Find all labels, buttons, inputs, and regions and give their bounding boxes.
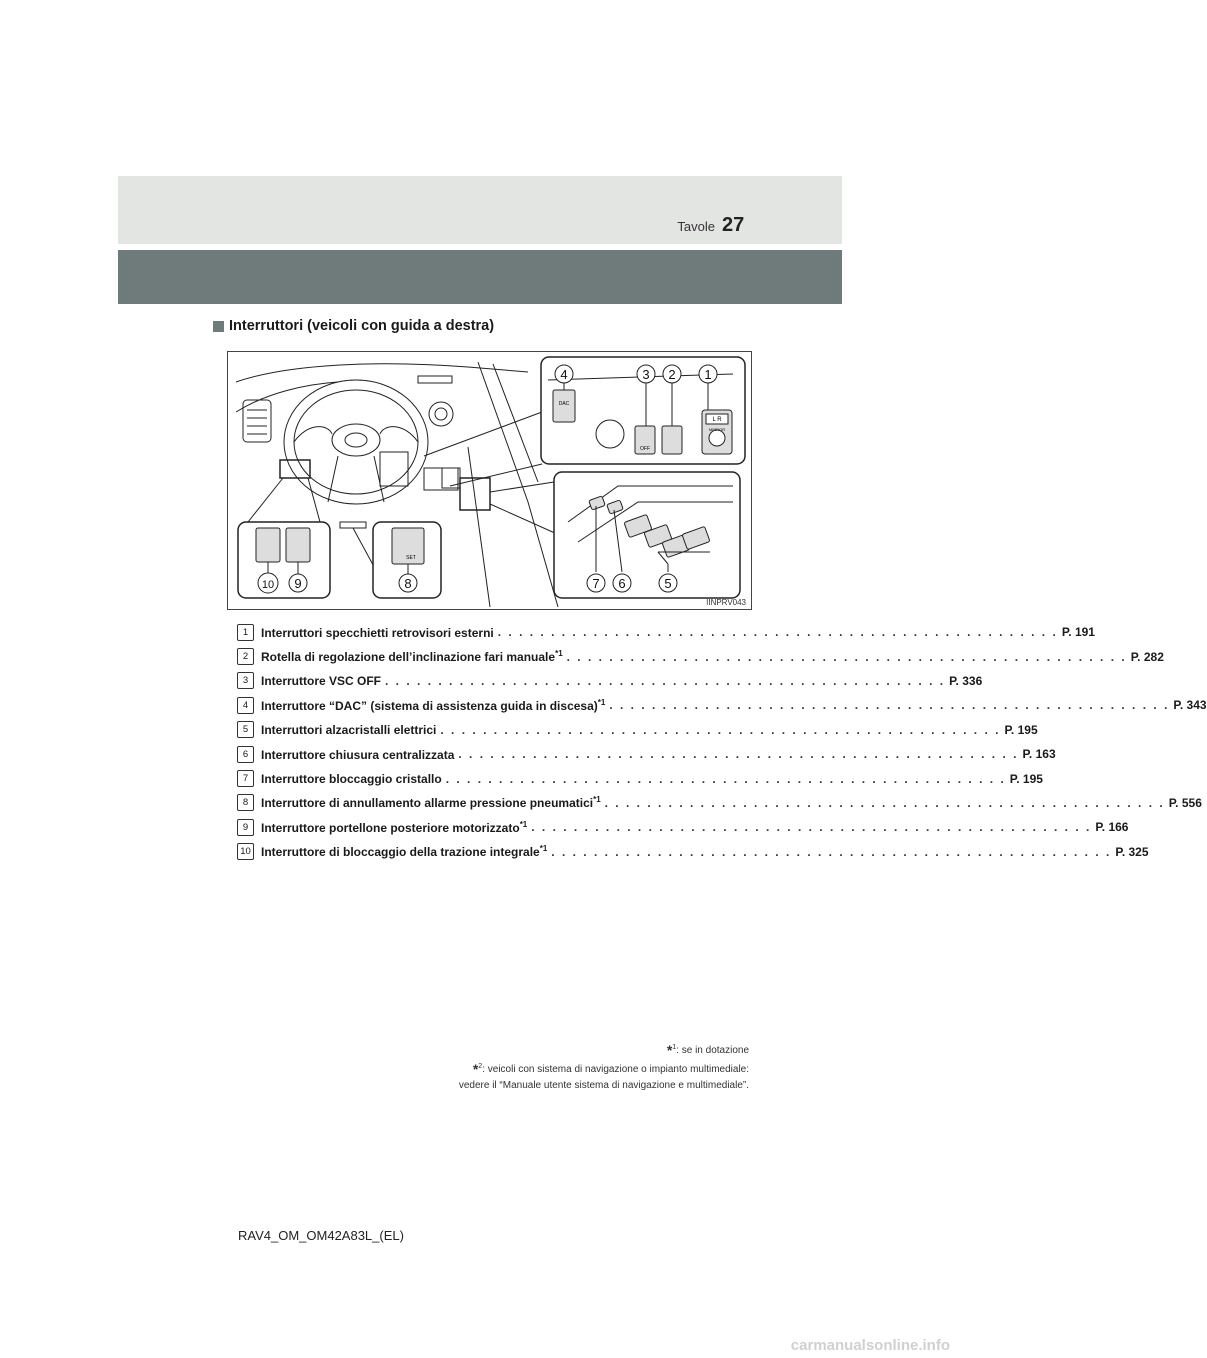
list-item — [237, 620, 1095, 644]
leader-dots: . . . . . . . . . . . . . . . . . . . . . . . . . . . . . . . . . . . . . . . . . . . . . . . . . . . . . — [445, 771, 1006, 786]
list-item — [237, 766, 1043, 790]
item-page-ref[interactable]: P. 195 — [1004, 722, 1038, 737]
item-number: 5 — [237, 721, 254, 738]
page-number: 27 — [722, 214, 745, 236]
footnote-1: *$^1$: se in dotazione — [666, 1042, 749, 1058]
leader-dots: . . . . . . . . . . . . . . . . . . . . . . . . . . . . . . . . . . . . . . . . . . . . . . . . . . . . . — [531, 820, 1092, 835]
item-page-ref[interactable]: P. 195 — [1009, 771, 1043, 786]
footnote-2-continuation: vedere il “Manuale utente sistema di navigazione e multimediale”. — [458, 1080, 749, 1091]
item-page-ref[interactable]: P. 556 — [1168, 795, 1202, 810]
item-number: 7 — [237, 770, 254, 787]
heading-square-icon — [213, 321, 224, 332]
item-label: Interruttore VSC OFF — [261, 674, 382, 689]
list-item — [237, 815, 1129, 839]
callout-10: 10 — [261, 579, 275, 591]
callout-9: 9 — [294, 576, 302, 591]
item-number: 3 — [237, 672, 254, 689]
list-item — [237, 840, 1149, 864]
document-code: RAV4_OM_OM42A83L_(EL) — [238, 1228, 404, 1243]
item-label: Interruttore chiusura centralizzata — [261, 747, 455, 762]
lr-switch-label: L R — [712, 417, 722, 423]
item-label: Interruttore “DAC” (sistema di assistenza guida in discesa)$^{*1}$ — [261, 697, 606, 713]
item-label: Interruttore di annullamento allarme pressione pneumatici$^{*1}$ — [261, 795, 601, 811]
item-label: Interruttori alzacristalli elettrici — [261, 723, 437, 738]
callout-8: 8 — [404, 576, 412, 591]
dac-switch-label: DAC — [558, 401, 570, 407]
section-title: Interruttori (veicoli con guida a destra) — [229, 318, 495, 334]
item-number: 1 — [237, 624, 254, 641]
callout-3: 3 — [642, 367, 650, 382]
leader-dots: . . . . . . . . . . . . . . . . . . . . . . . . . . . . . . . . . . . . . . . . . . . . . . . . . . . . . — [609, 698, 1170, 713]
item-page-ref[interactable]: P. 325 — [1115, 844, 1149, 859]
item-label: Interruttore bloccaggio cristallo — [261, 772, 442, 787]
item-page-ref[interactable]: P. 343 — [1173, 698, 1207, 713]
leader-dots: . . . . . . . . . . . . . . . . . . . . . . . . . . . . . . . . . . . . . . . . . . . . . . . . . . . . . — [440, 722, 1001, 737]
header-dark-band — [118, 250, 842, 304]
item-page-ref[interactable]: P. 191 — [1061, 625, 1095, 640]
leader-dots: . . . . . . . . . . . . . . . . . . . . . . . . . . . . . . . . . . . . . . . . . . . . . . . . . . . . . — [497, 625, 1058, 640]
callout-7: 7 — [592, 576, 600, 591]
item-page-ref[interactable]: P. 163 — [1022, 747, 1056, 762]
leader-dots: . . . . . . . . . . . . . . . . . . . . . . . . . . . . . . . . . . . . . . . . . . . . . . . . . . . . . — [385, 673, 946, 688]
switches-illustration — [228, 352, 751, 609]
leader-dots: . . . . . . . . . . . . . . . . . . . . . . . . . . . . . . . . . . . . . . . . . . . . . . . . . . . . . — [458, 747, 1019, 762]
item-label: Interruttore portellone posteriore motorizzato$^{*1}$ — [261, 819, 528, 835]
item-number: 4 — [237, 697, 254, 714]
figure-code: IINPRV043 — [706, 598, 746, 607]
section-heading — [213, 318, 494, 334]
mirror-switch-label: MIRROR — [708, 427, 726, 432]
switch-list — [237, 620, 1207, 864]
list-item — [237, 791, 1202, 815]
leader-dots: . . . . . . . . . . . . . . . . . . . . . . . . . . . . . . . . . . . . . . . . . . . . . . . . . . . . . — [566, 649, 1127, 664]
item-page-ref[interactable]: P. 336 — [949, 673, 983, 688]
callout-4: 4 — [560, 367, 568, 382]
item-number: 10 — [237, 843, 254, 860]
item-number: 2 — [237, 648, 254, 665]
list-item — [237, 742, 1056, 766]
item-label: Interruttori specchietti retrovisori esterni — [261, 625, 494, 640]
item-number: 9 — [237, 819, 254, 836]
list-item — [237, 718, 1038, 742]
item-page-ref[interactable]: P. 166 — [1095, 820, 1129, 835]
callout-2: 2 — [668, 367, 676, 382]
list-item — [237, 693, 1207, 717]
list-item — [237, 669, 983, 693]
callout-5: 5 — [664, 576, 672, 591]
list-item — [237, 644, 1164, 668]
leader-dots: . . . . . . . . . . . . . . . . . . . . . . . . . . . . . . . . . . . . . . . . . . . . . . . . . . . . . — [551, 844, 1112, 859]
leader-dots: . . . . . . . . . . . . . . . . . . . . . . . . . . . . . . . . . . . . . . . . . . . . . . . . . . . . . — [604, 795, 1165, 810]
watermark: carmanualsonline.info — [790, 1337, 950, 1354]
footnote-2: *$^2$: veicoli con sistema di navigazione o impianto multimediale: — [472, 1061, 749, 1077]
set-switch-label: SET — [406, 555, 416, 561]
callout-1: 1 — [704, 367, 712, 382]
item-label: Rotella di regolazione dell’inclinazione fari manuale$^{*1}$ — [261, 649, 563, 665]
item-page-ref[interactable]: P. 282 — [1130, 649, 1164, 664]
footnotes — [459, 1040, 749, 1094]
item-label: Interruttore di bloccaggio della trazione integrale$^{*1}$ — [261, 844, 548, 860]
switches-figure — [227, 351, 752, 610]
callout-6: 6 — [618, 576, 626, 591]
section-name: Tavole — [677, 219, 715, 234]
vsc-switch-label: OFF — [640, 446, 650, 452]
item-number: 8 — [237, 794, 254, 811]
item-number: 6 — [237, 746, 254, 763]
